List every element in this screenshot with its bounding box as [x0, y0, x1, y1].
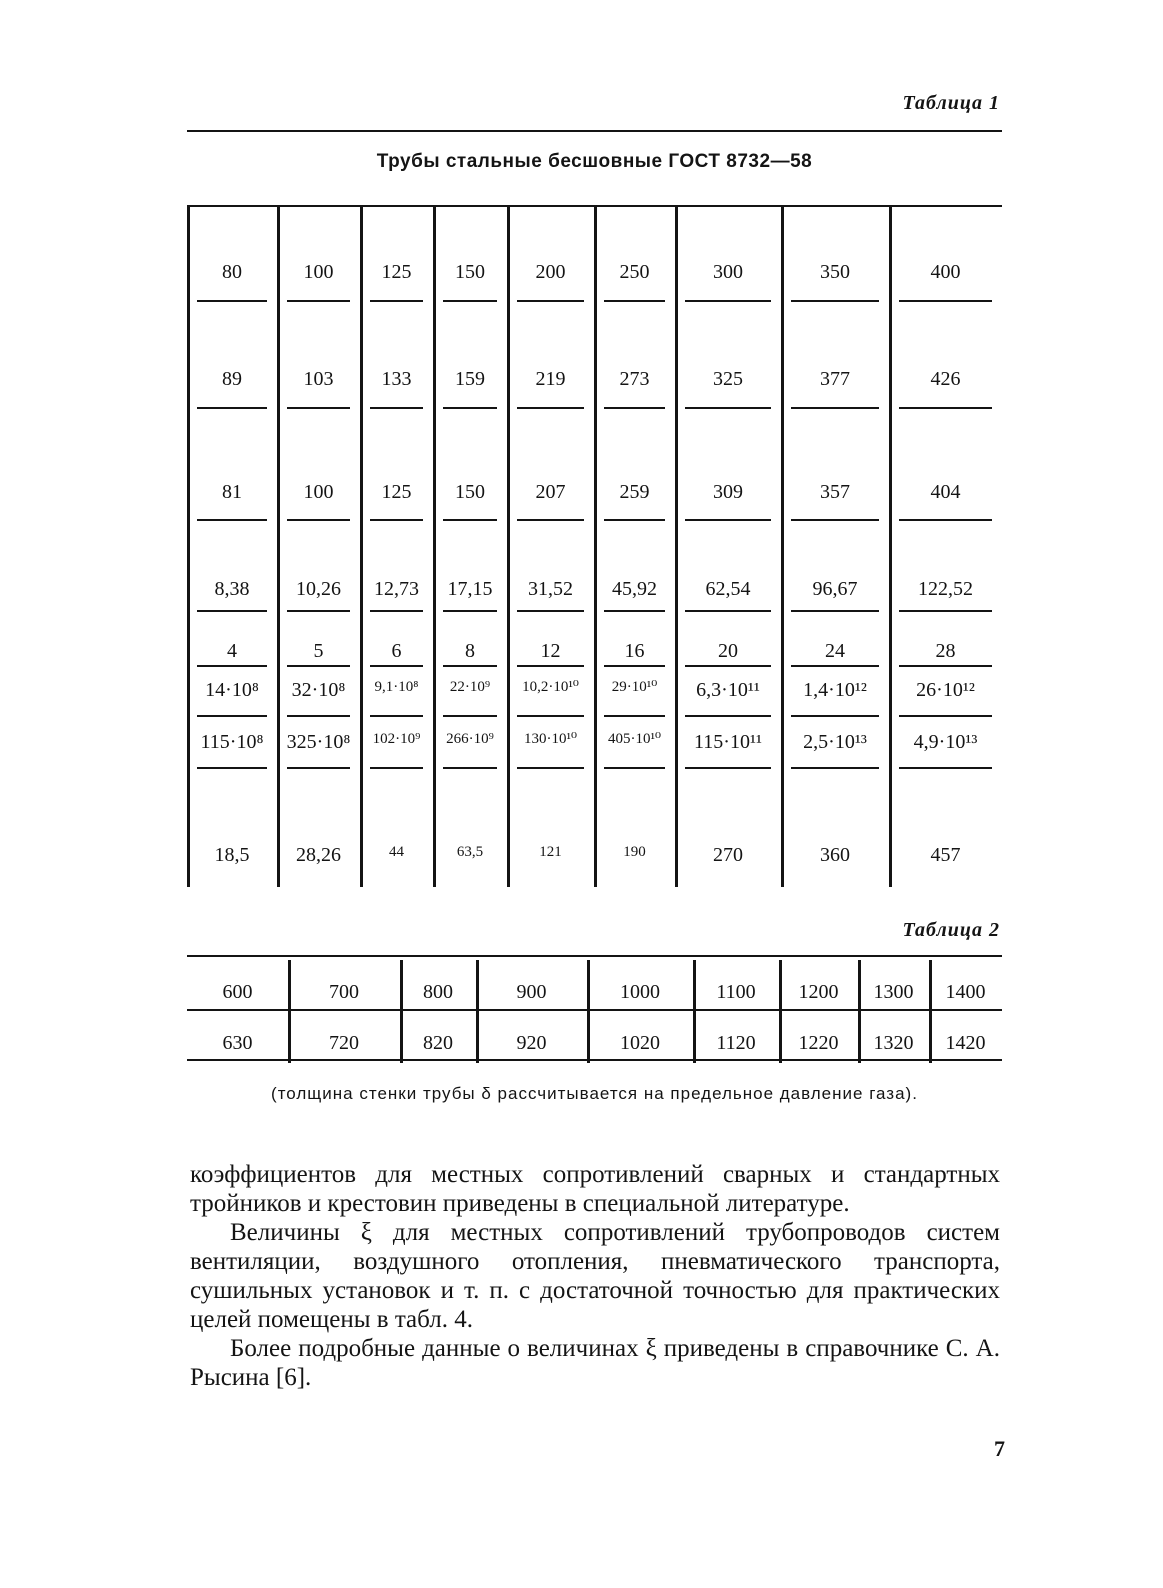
row-rule — [443, 610, 497, 612]
table-cell: 89 — [222, 368, 242, 390]
table-1-caption: Трубы стальные бесшовные ГОСТ 8732—58 — [376, 151, 813, 172]
table-cell: 1200 — [798, 981, 839, 1003]
table-cell: 81 — [222, 481, 242, 503]
row-rule — [197, 665, 267, 667]
table-cell: 1120 — [716, 1032, 756, 1054]
table-cell: 115·10⁸ — [200, 731, 264, 753]
row-rule — [370, 610, 423, 612]
table-cell: 18,5 — [214, 844, 250, 866]
row-rule — [443, 767, 497, 769]
row-rule — [287, 519, 350, 521]
table-1-label: Таблица 1 — [902, 92, 1000, 114]
row-rule — [287, 407, 350, 409]
table-cell: 121 — [539, 844, 562, 860]
row-rule — [517, 715, 584, 717]
table-cell: 22·10⁹ — [449, 679, 491, 695]
table-cell: 24 — [825, 640, 845, 662]
row-rule — [791, 767, 879, 769]
row-rule — [791, 610, 879, 612]
table-cell: 300 — [713, 261, 743, 283]
row-rule — [899, 665, 992, 667]
table-cell: 125 — [381, 261, 412, 283]
table-cell: 360 — [820, 844, 850, 866]
table-cell: 102·10⁹ — [372, 731, 421, 747]
row-rule — [370, 665, 423, 667]
row-rule — [187, 1059, 1002, 1061]
table-cell: 63,5 — [456, 844, 484, 860]
table-cell: 122,52 — [918, 578, 973, 600]
row-rule — [685, 519, 771, 521]
row-rule — [791, 715, 879, 717]
paragraph: Величины ξ для местных сопротивлений трубопроводов систем вентиляции, воздушного отопления, пневматического транспорта, сушильных установок и т. п. с достаточной точностью для практических целей помещены в табл. 4. — [190, 1219, 1000, 1333]
row-rule — [899, 407, 992, 409]
table-cell: 1220 — [798, 1032, 839, 1054]
row-rule — [197, 407, 267, 409]
table-cell: 207 — [535, 481, 566, 503]
row-rule — [287, 715, 350, 717]
table-cell: 1400 — [945, 981, 986, 1003]
column-divider — [187, 207, 190, 887]
table-cell: 130·10¹⁰ — [523, 731, 577, 747]
table-cell: 125 — [381, 481, 412, 503]
table-cell: 325·10⁸ — [286, 731, 351, 753]
row-rule — [604, 767, 665, 769]
table-cell: 630 — [222, 1032, 253, 1054]
row-rule — [443, 300, 497, 302]
table-cell: 200 — [535, 261, 566, 283]
row-rule — [685, 665, 771, 667]
row-rule — [685, 767, 771, 769]
table-cell: 4,9·10¹³ — [913, 731, 978, 753]
column-divider — [360, 207, 363, 887]
table-cell: 103 — [303, 368, 334, 390]
table-cell: 133 — [381, 368, 412, 390]
table-cell: 28,26 — [296, 844, 341, 866]
row-rule — [604, 519, 665, 521]
row-rule — [517, 767, 584, 769]
table-cell: 26·10¹² — [916, 679, 975, 701]
table-note: (толщина стенки трубы δ рассчитывается на предельное давление газа). — [271, 1084, 918, 1103]
row-rule — [287, 665, 350, 667]
table-cell: 400 — [930, 261, 961, 283]
table-cell: 1420 — [945, 1032, 986, 1054]
table-cell: 820 — [423, 1032, 453, 1054]
table-cell: 1020 — [620, 1032, 660, 1054]
page-number: 7 — [994, 1436, 1005, 1461]
row-rule — [791, 407, 879, 409]
table-cell: 20 — [718, 640, 738, 662]
table-cell: 159 — [455, 368, 485, 390]
table-cell: 190 — [623, 844, 646, 860]
row-rule — [604, 715, 665, 717]
table-cell: 6,3·10¹¹ — [696, 679, 760, 701]
table-cell: 219 — [535, 368, 566, 390]
row-rule — [370, 300, 423, 302]
table-cell: 2,5·10¹³ — [803, 731, 867, 753]
table-cell: 31,52 — [528, 578, 573, 600]
table-cell: 266·10⁹ — [446, 731, 494, 747]
row-rule — [370, 767, 423, 769]
table-cell: 45,92 — [612, 578, 657, 600]
top-rule — [187, 130, 1002, 132]
row-rule — [899, 300, 992, 302]
table-cell: 28 — [935, 640, 956, 662]
column-divider — [277, 207, 280, 887]
table-cell: 1,4·10¹² — [803, 679, 867, 701]
paragraph: коэффициентов для местных сопротивлений сварных и стандартных тройников и крестовин приведены в специальной литературе. — [190, 1161, 1000, 1217]
row-rule — [899, 715, 992, 717]
row-rule — [443, 665, 497, 667]
table-cell: 309 — [713, 481, 743, 503]
row-rule — [791, 665, 879, 667]
row-rule — [287, 300, 350, 302]
row-rule — [370, 519, 423, 521]
row-rule — [517, 610, 584, 612]
row-rule — [197, 715, 267, 717]
row-rule — [443, 715, 497, 717]
row-rule — [604, 665, 665, 667]
column-divider — [675, 207, 678, 887]
table-cell: 9,1·10⁸ — [374, 679, 419, 695]
table-cell: 100 — [303, 481, 334, 503]
table-cell: 4 — [227, 640, 237, 662]
table-cell: 14·10⁸ — [205, 679, 259, 701]
row-rule — [899, 610, 992, 612]
row-rule — [604, 300, 665, 302]
row-rule — [287, 767, 350, 769]
column-divider — [889, 207, 892, 887]
row-rule — [197, 767, 267, 769]
row-rule — [791, 519, 879, 521]
column-divider — [433, 207, 436, 887]
table-cell: 8 — [465, 640, 475, 662]
paragraph: Более подробные данные о величинах ξ приведены в справочнике С. А. Рысина [6]. — [190, 1335, 1000, 1391]
row-rule — [197, 610, 267, 612]
table-cell: 150 — [455, 481, 485, 503]
table-cell: 100 — [303, 261, 334, 283]
table-cell: 250 — [619, 261, 650, 283]
row-rule — [443, 407, 497, 409]
table-cell: 920 — [516, 1032, 547, 1054]
table-cell: 325 — [713, 368, 743, 390]
table-cell: 16 — [624, 640, 645, 662]
table-cell: 273 — [619, 368, 650, 390]
column-divider — [781, 207, 784, 887]
table-cell: 1000 — [620, 981, 660, 1003]
table-cell: 17,15 — [447, 578, 493, 600]
table-cell: 404 — [930, 481, 961, 503]
table-cell: 377 — [820, 368, 850, 390]
table-cell: 600 — [222, 981, 253, 1003]
body-text — [190, 1160, 1000, 1392]
row-rule — [604, 407, 665, 409]
row-rule — [517, 300, 584, 302]
table-1 — [187, 207, 1002, 887]
column-divider — [594, 207, 597, 887]
table-cell: 12,73 — [374, 578, 419, 600]
table-cell: 96,67 — [812, 578, 858, 600]
table-cell: 115·10¹¹ — [694, 731, 762, 753]
table-cell: 29·10¹⁰ — [611, 679, 658, 695]
row-rule — [604, 610, 665, 612]
row-rule — [685, 407, 771, 409]
table-cell: 8,38 — [214, 578, 250, 600]
row-rule — [443, 519, 497, 521]
row-rule — [370, 407, 423, 409]
table-2 — [187, 957, 1002, 1063]
table-cell: 426 — [930, 368, 961, 390]
row-rule — [370, 715, 423, 717]
table-cell: 1320 — [873, 1032, 914, 1054]
table-cell: 10,26 — [296, 578, 341, 600]
table-cell: 62,54 — [705, 578, 751, 600]
table-cell: 1100 — [716, 981, 756, 1003]
row-rule — [685, 715, 771, 717]
table-cell: 457 — [930, 844, 961, 866]
table-cell: 12 — [540, 640, 561, 662]
table-cell: 10,2·10¹⁰ — [522, 679, 579, 695]
table-cell: 700 — [329, 981, 359, 1003]
row-rule — [685, 300, 771, 302]
row-rule — [685, 610, 771, 612]
table-cell: 350 — [820, 261, 850, 283]
table-cell: 150 — [455, 261, 485, 283]
row-rule — [791, 300, 879, 302]
column-divider — [507, 207, 510, 887]
row-rule — [197, 300, 267, 302]
table-cell: 405·10¹⁰ — [607, 731, 661, 747]
table-cell: 720 — [329, 1032, 359, 1054]
row-rule — [899, 519, 992, 521]
row-rule — [517, 519, 584, 521]
table-cell: 5 — [313, 640, 324, 662]
table-cell: 44 — [389, 844, 404, 860]
table-cell: 32·10⁸ — [291, 679, 346, 701]
table-cell: 270 — [713, 844, 743, 866]
row-rule — [187, 1009, 1002, 1011]
table-2-label: Таблица 2 — [902, 919, 1000, 941]
table-cell: 1300 — [873, 981, 914, 1003]
row-rule — [287, 610, 350, 612]
table-cell: 259 — [619, 481, 650, 503]
table-cell: 357 — [820, 481, 850, 503]
row-rule — [517, 407, 584, 409]
row-rule — [899, 767, 992, 769]
table-cell: 80 — [222, 261, 242, 283]
table-cell: 800 — [423, 981, 453, 1003]
row-rule — [197, 519, 267, 521]
row-rule — [517, 665, 584, 667]
table-cell: 6 — [391, 640, 402, 662]
table-cell: 900 — [516, 981, 547, 1003]
